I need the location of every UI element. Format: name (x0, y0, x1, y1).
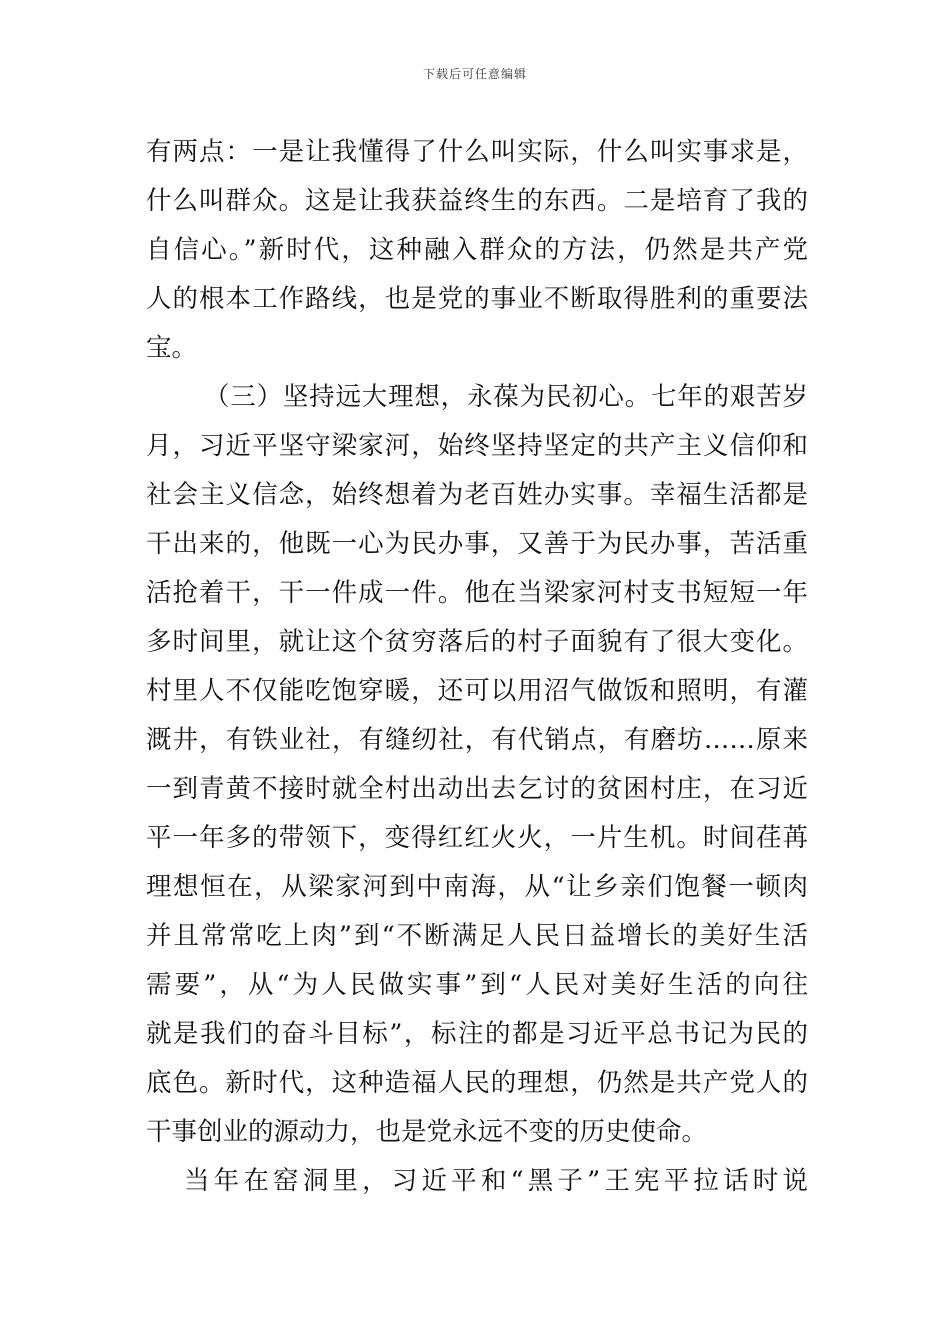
text-line-2: 什么叫群众。这是让我获益终生的东西。二是培育了我的 (146, 186, 808, 216)
text-line-11: 多时间里，就让这个贫穷落后的村子面貌有了很大变化。 (146, 627, 808, 657)
text-line-12: 村里人不仅能吃饱穿暖，还可以用沼气做饭和照明，有灌 (146, 676, 808, 706)
text-line-17: 并且常常吃上肉”到“不断满足人民日益增长的美好生活 (146, 921, 808, 951)
text-line-21: 干事创业的源动力，也是党永远不变的历史使命。 (146, 1117, 708, 1147)
text-line-16: 理想恒在，从梁家河到中南海，从“让乡亲们饱餐一顿肉 (146, 872, 808, 902)
text-line-15: 平一年多的带领下，变得红红火火，一片生机。时间荏苒 (146, 823, 808, 853)
text-line-8: 社会主义信念，始终想着为老百姓办实事。幸福生活都是 (146, 480, 808, 510)
text-line-14: 一到青黄不接时就全村出动出去乞讨的贫困村庄，在习近 (146, 774, 808, 804)
text-line-19: 就是我们的奋斗目标”，标注的都是习近平总书记为民的 (146, 1019, 808, 1049)
text-line-7: 月，习近平坚守梁家河，始终坚持坚定的共产主义信仰和 (146, 431, 808, 461)
text-line-13: 溉井，有铁业社，有缝纫社，有代销点，有磨坊……原来 (146, 725, 808, 755)
text-line-18: 需要”，从“为人民做实事”到“人民对美好生活的向往 (146, 970, 808, 1000)
text-line-22: 当年在窑洞里，习近平和“黑子”王宪平拉话时说 (184, 1166, 808, 1196)
text-line-20: 底色。新时代，这种造福人民的理想，仍然是共产党人的 (146, 1068, 808, 1098)
text-line-9: 干出来的，他既一心为民办事，又善于为民办事，苦活重 (146, 529, 808, 559)
document-body (146, 128, 808, 1206)
text-line-5: 宝。 (146, 333, 198, 363)
text-line-4: 人的根本工作路线，也是党的事业不断取得胜利的重要法 (146, 284, 808, 314)
text-line-3: 自信心。”新时代，这种融入群众的方法，仍然是共产党 (146, 235, 808, 265)
page-header-note: 下载后可任意编辑 (422, 67, 527, 81)
text-line-10: 活抢着干，干一件成一件。他在当梁家河村支书短短一年 (146, 578, 808, 608)
text-line-1: 有两点：一是让我懂得了什么叫实际，什么叫实事求是， (146, 137, 808, 167)
paragraph-heading-line: （三）坚持远大理想，永葆为民初心。七年的艰苦岁 (204, 382, 808, 412)
